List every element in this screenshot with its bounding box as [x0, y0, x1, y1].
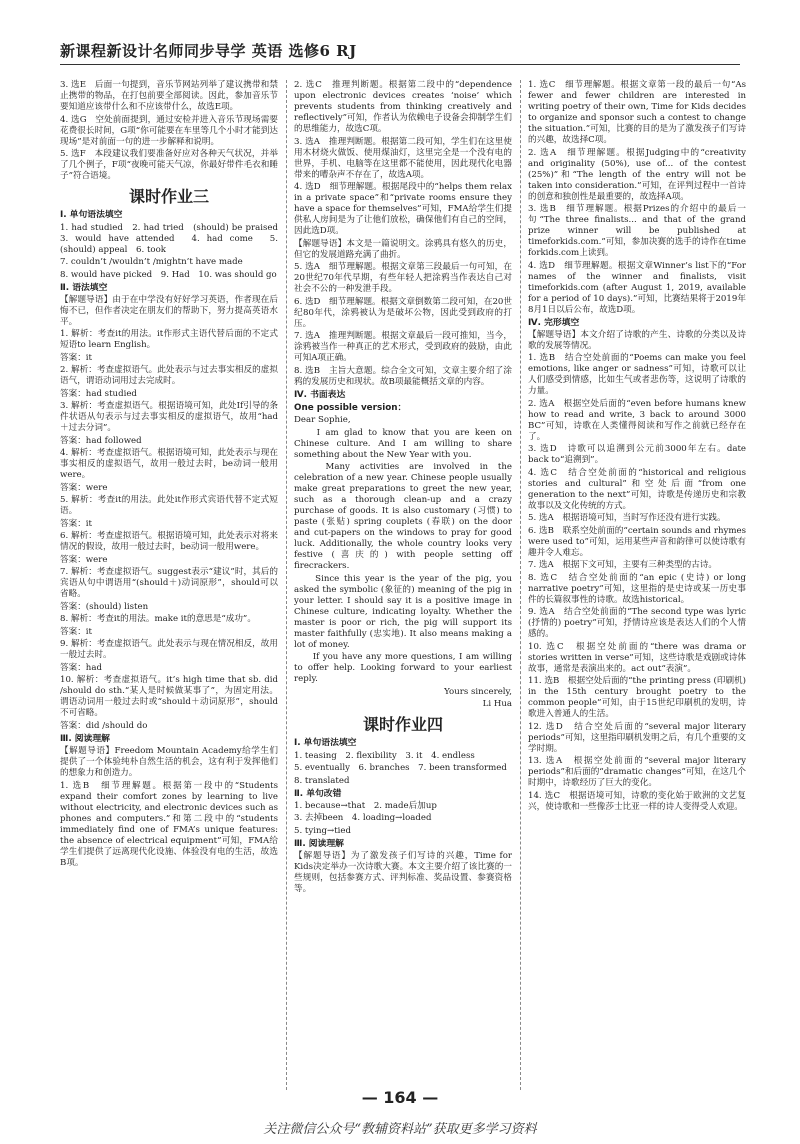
text-paragraph: Many activities are involved in the celebration of a new year. Chinese people usually make great preparations to greet the new year, such as a thorough clean-up and a crazy purchase of goods. It is also customary (习惯) to paste (张贴) spring couplets (春联) on the door and cut-papers on the windows to pray for good luck. Additionally, the whole country looks very festive (喜庆的) with people setting off firecrackers. [294, 462, 512, 571]
text-paragraph: 5. 解析：考查it的用法。此处it作形式宾语代替不定式短语。 [60, 495, 278, 517]
content-columns [60, 80, 750, 1090]
text-paragraph: 【解题导语】本文介绍了诗歌的产生、诗歌的分类以及诗歌的发展等情况。 [528, 329, 746, 351]
text-paragraph: 5. 选A 根据语境可知，当时写作还没有进行实践。 [528, 513, 726, 524]
text-paragraph: 答案：were [60, 482, 108, 493]
text-paragraph: If you have any more questions, I am willing to offer help. Looking forward to your earliest reply. [294, 652, 512, 684]
footer-note: 关注微信公众号“教辅资料站”获取更多学习资料 [263, 1122, 537, 1137]
text-paragraph: 5. 选A 细节理解题。根据文章第三段最后一句可知，在20世纪70年代早期，有些年轻人把涂鸦当作表达自己对社会不公的一种发泄手段。 [294, 262, 512, 294]
text-paragraph: 10. 选C 根据空处前面的“there was drama or stories written in verse”可知，这些诗歌是戏剧或诗体故事，通常是表演出来的。act out“表演”。 [528, 641, 746, 674]
text-paragraph: 【解题导语】Freedom Mountain Academy给学生们提供了一个体验纯朴自然生活的机会，这有利于发挥他们的想象力和创造力。 [60, 746, 278, 779]
text-paragraph: 5. eventually 6. branches 7. been transformed [294, 763, 507, 774]
text-paragraph: 答案：it [60, 352, 92, 363]
text-paragraph: 6. 选B 联系空处前面的“certain sounds and rhymes were used to”可知，运用某些声音和韵律可以使诗歌有趣并令人难忘。 [528, 525, 746, 558]
text-paragraph: 5. 选F 本段建议我们要准备好应对各种天气状况，并举了几个例子，F项“夜晚可能天气凉，你最好带件毛衣和睡子”符合语境。 [60, 149, 278, 181]
text-paragraph: 4. 选D 细节理解题。根据文章Winner’s list下的“For names of the winner and finalists, visit timeforkids.com (after August 1, 2019, available for a period of 10 days).”可知，比赛结果将于2019年8月1日以后公布，故选D项。 [528, 260, 746, 315]
text-paragraph: 4. 选C 结合空处前面的“historical and religious stories and cultural”和空处后面“from one generation to the next”可知，诗歌是传递历史和宗教故事以及文化传统的方式。 [528, 467, 746, 511]
text-paragraph: 1. had studied 2. had tried (should) be praised 3. would have attended 4. had come 5. (should) appeal 6. took [60, 222, 287, 255]
text-paragraph: 1. 选B 结合空处前面的“Poems can make you feel emotions, like anger or sadness”可知，诗歌可以让人们感受到情感，比如生气或者悲伤等，这说明了诗歌的力量。 [528, 353, 746, 397]
text-paragraph: 答案：did /should do [60, 720, 148, 731]
text-paragraph: 3. 解析：考查虚拟语气。根据语境可知，此处If引导的条件状语从句表示与过去事实相反的虚拟语气，故用“had＋过去分词”。 [60, 401, 278, 434]
text-paragraph: Since this year is the year of the pig, you asked the symbolic (象征的) meaning of the pig in your letter. I should say it is a positive image in Chinese culture, indicating loyalty. Whether the master is poor or rich, the pig will support its master faithfully (忠实地). It also means making a lot of money. [294, 573, 512, 650]
subsection-heading: Ⅱ. 语法填空 [60, 282, 108, 293]
text-paragraph: 3. 选E 后面一句提到，音乐节网站列举了建议携带和禁止携带的物品，在打包前要全部阅读。因此，参加音乐节要知道应该带什么和不应该带什么，故选E项。 [60, 80, 278, 112]
subsection-heading: Ⅲ. 阅读理解 [60, 733, 110, 744]
text-paragraph: 14. 选C 根据语境可知，诗歌的变化始于欧洲的文艺复兴，使诗歌和一些像莎士比亚一样的诗人变得受人欢迎。 [528, 790, 746, 812]
text-paragraph: 8. would have picked 9. Had 10. was should go [60, 269, 277, 280]
subsection-heading: Ⅱ. 单句改错 [294, 788, 342, 799]
text-paragraph: 13. 选A 根据空处前面的“several major literary periods”和后面的“dramatic changes”可知，在这几个时期中，诗歌经历了巨大的变化。 [528, 756, 746, 789]
subsection-heading: Ⅰ. 单句语法填空 [60, 210, 123, 221]
text-paragraph: 10. 解析：考查虚拟语气。it’s high time that sb. did /should do sth.“某人是时候做某事了”，为固定用法。谓语动词用一般过去时或“should＋动词原形”，should不可省略。 [60, 675, 278, 719]
text-paragraph: 4. 选D 细节理解题。根据尾段中的“helps them relax in a private space”和“private rooms ensure they have a space for themselves”可知，FMA给学生们提供私人房间是为了让他们放松，确保他们有自己的空间，因此选D项。 [294, 182, 512, 236]
text-paragraph: 12. 选D 结合空处后面的“several major literary periods”可知，这里指印刷机发明之后，有几个重要的文学时期。 [528, 721, 746, 754]
text-paragraph: 答案：it [60, 626, 92, 637]
text-paragraph: 8. translated [294, 775, 350, 786]
text-paragraph: 7. 解析：考查虚拟语气。suggest表示“建议”时，其后的宾语从句中谓语用“(should＋)动词原形”，should可以省略。 [60, 567, 278, 600]
column-divider [520, 80, 521, 1090]
text-paragraph: 11. 选B 根据空处后面的“the printing press (印刷机) in the 15th century brought poetry to the common people”可知，由于15世纪印刷机的发明，诗歌进入普通人的生活。 [528, 676, 746, 720]
text-paragraph: 答案：had [60, 662, 102, 673]
text-paragraph: 4. 选G 空处前面提到，通过安检并进入音乐节现场需要花费很长时间，G项“你可能要在车里等几个小时才能到达现场”是对前面一句的进一步解释和说明。 [60, 114, 278, 147]
letter-signoff: Yours sincerely, [444, 686, 512, 697]
text-paragraph: 【解题导语】本文是一篇说明文。涂鸦具有悠久的历史，但它的发展道路充满了曲折。 [294, 238, 512, 260]
section-title: 课时作业四 [362, 715, 443, 734]
text-paragraph: 4. 解析：考查虚拟语气。根据语境可知，此处表示与现在事实相反的虚拟语气，故用一般过去时，be动词一般用were。 [60, 448, 278, 481]
subsection-heading: Ⅲ. 阅读理解 [294, 838, 344, 849]
column-right [528, 80, 746, 1090]
text-paragraph: 9. 解析：考查虚拟语气。此处表示与现在情况相反，故用一般过去时。 [60, 639, 278, 661]
text-paragraph: 7. 选A 根据下文可知，主要有三种类型的古诗。 [528, 560, 718, 571]
text-paragraph: 7. 选A 推理判断题。根据文章最后一段可推知，当今，涂鸦被当作一种真正的艺术形式，受到政府的鼓励，由此可知A项正确。 [294, 331, 512, 363]
text-paragraph: 1. 解析：考查it的用法。it作形式主语代替后面的不定式短语to learn English。 [60, 329, 278, 351]
text-paragraph: Dear Sophie, [294, 415, 351, 425]
text-paragraph: 【解题导语】为了激发孩子们写诗的兴趣，Time for Kids决定举办一次诗歌大赛。本文主要介绍了该比赛的一些规则，包括参赛方式、评判标准、奖品设置、参赛资格等。 [294, 851, 512, 895]
text-paragraph: 6. 选D 细节理解题。根据文章倒数第二段可知，在20世纪80年代，涂鸦被认为是破坏公物，因此受到政府的打压。 [294, 296, 512, 329]
column-middle [294, 80, 512, 1090]
text-paragraph: 3. 去掉been 4. loading→loaded [294, 813, 432, 824]
text-paragraph: 1. 选B 细节理解题。根据第一段中的“Students expand their comfort zones by learning to live without electricity, and electronic devices such as phones and computers.”和第二段中的“students immediately find one of FMA’s unique features: the absence of electrical equipment”可知，FMA给学生们提供了远离现代化设施、体验没有电的生活，故选B项。 [60, 780, 278, 868]
letter-signoff: Li Hua [482, 699, 512, 709]
text-paragraph: 1. 选C 细节理解题。根据文章第一段的最后一句“As fewer and fewer children are interested in writing poetry of their own, Time for Kids decides to organize and sponsor such a contest to change the situation.”可知，比赛的目的是为了激发孩子们写诗的兴趣，故选择C项。 [528, 80, 746, 145]
subsection-heading: Ⅳ. 书面表达 [294, 389, 346, 400]
text-paragraph: 8. 解析：考查it的用法。make it的意思是“成功”。 [60, 614, 256, 625]
page-number: — 164 — [361, 1088, 439, 1107]
page-header [60, 40, 740, 65]
text-paragraph: 答案：were [60, 554, 108, 565]
text-paragraph: 2. 解析：考查虚拟语气。此处表示与过去事实相反的虚拟语气，谓语动词用过去完成时。 [60, 365, 278, 387]
column-divider [286, 80, 287, 1090]
text-paragraph: 3. 选B 细节理解题。根据Prizes的介绍中的最后一句“The three finalists... and that of the grand prize winner will be published at timeforkids.com.”可知，参加决赛的选手的诗作在time forkids.com上读到。 [528, 204, 746, 258]
text-paragraph: 1. teasing 2. flexibility 3. it 4. endless [294, 750, 475, 761]
text-paragraph: 答案：(should) listen [60, 601, 149, 612]
text-paragraph: 8. 选C 结合空处前面的“an epic (史诗) or long narrative poetry”可知，这里指的是史诗或某一历史事件的长篇叙事性的诗歌。故选historical。 [528, 572, 746, 605]
text-paragraph: 2. 选C 推理判断题。根据第二段中的“dependence upon electronic devices creates ‘noise’ which prevents students from thinking creatively and reflectively”可知，作者认为依赖电子设备会抑制学生们的思维能力，故选C项。 [294, 80, 512, 134]
header-title: 新课程新设计名师同步导学 英语 选修6 RJ [60, 42, 357, 60]
text-paragraph: 2. 选A 根据空处后面的“even before humans knew how to read and write, 3 back to around 3000 BC”可知，诗歌在人类懂得阅读和写作之前就已经存在了。 [528, 398, 746, 442]
text-paragraph: 2. 选A 细节理解题。根据Judging中的“creativity and originality (50%), use of... of the contest (25%)”和“The length of the entry will not be taken into consideration.”可知，在评判过程中一首诗的创意和独创性是最重要的，故选择A项。 [528, 147, 746, 202]
text-paragraph: I am glad to know that you are keen on Chinese culture. And I am willing to share something about the New Year with you. [294, 427, 512, 460]
text-paragraph: 答案：it [60, 518, 92, 529]
text-paragraph: 7. couldn’t /wouldn’t /mightn’t have made [60, 257, 243, 268]
text-paragraph: 5. tying→tied [294, 825, 352, 836]
column-left [60, 80, 287, 1090]
text-paragraph: 8. 选B 主旨大意题。综合全文可知，文章主要介绍了涂鸦的发展历史和现状。故B项最能概括文章的内容。 [294, 365, 512, 387]
subsection-heading: Ⅳ. 完形填空 [528, 317, 580, 328]
subsection-heading: Ⅰ. 单句语法填空 [294, 738, 357, 749]
section-title: 课时作业三 [128, 187, 209, 206]
text-paragraph: 答案：had followed [60, 435, 142, 446]
text-paragraph: 9. 选A 结合空处前面的“The second type was lyric (抒情的) poetry”可知，抒情诗应该是表达人们的个人情感的。 [528, 607, 746, 640]
text-paragraph: 3. 选A 推理判断题。根据第二段可知，学生们在这里使用木材烧火做饭、使用煤油灯，这里完全是一个没有电的世界，手机、电脑等在这里都不能使用，因此现代化电器带来的嘈杂声不存在了，故选A项。 [294, 136, 512, 180]
text-paragraph: 【解题导语】由于在中学没有好好学习英语，作者现在后悔不已，但作者决定在朋友们的帮助下，努力提高英语水平。 [60, 294, 278, 327]
text-paragraph: 3. 选D 诗歌可以追溯到公元前3000年左右。date back to“追溯到”。 [528, 444, 746, 466]
text-paragraph: 1. because→that 2. made后加up [294, 800, 437, 811]
text-paragraph: 答案：had studied [60, 388, 137, 399]
subsection-heading: One possible version： [294, 402, 407, 413]
text-paragraph: 6. 解析：考查虚拟语气。根据语境可知，此处表示对将来情况的假设，故用一般过去时，be动词一般用were。 [60, 531, 278, 553]
